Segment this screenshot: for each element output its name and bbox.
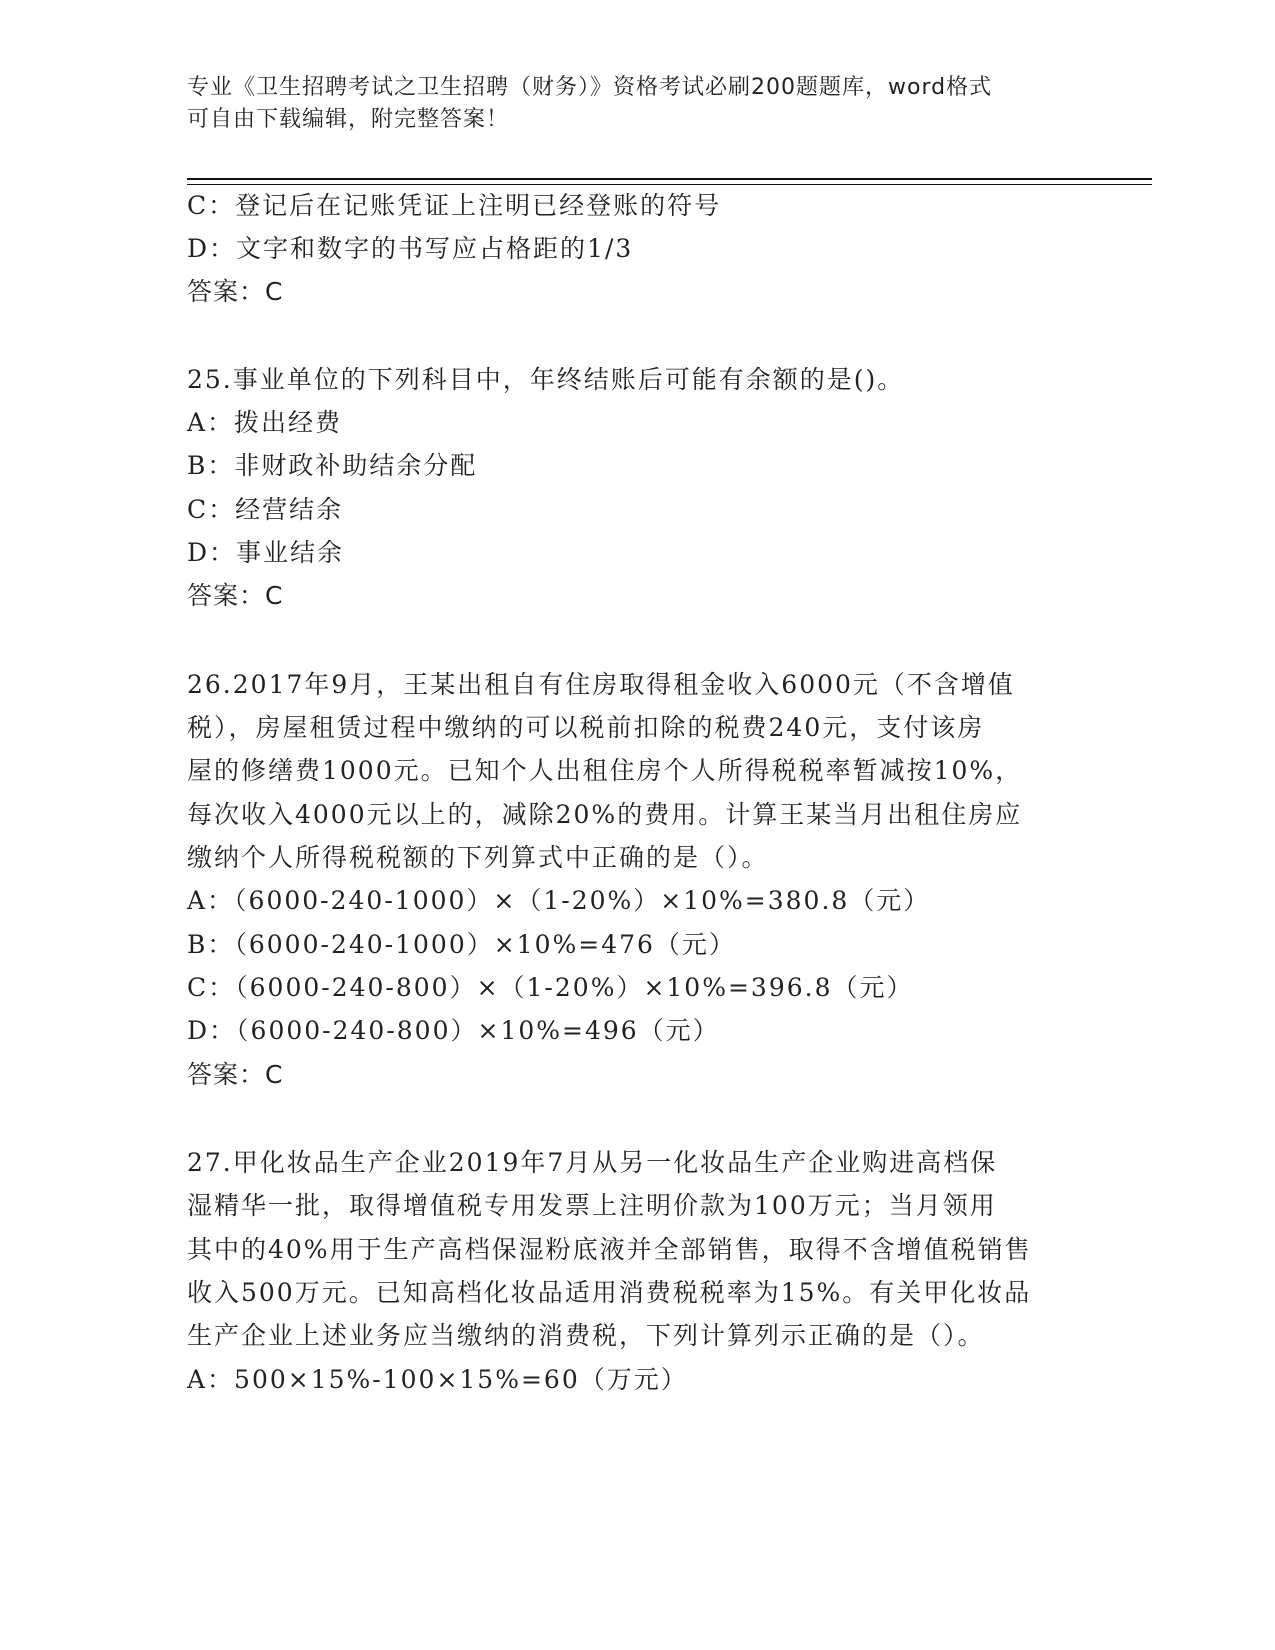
q27-stem-line-3: 其中的40%用于生产高档保湿粉底液并全部销售，取得不含增值税销售: [187, 1235, 1032, 1264]
q26-option-a: A：（6000-240-1000）×（1-20%）×10%=380.8（元）: [187, 886, 931, 915]
q26-stem-line-5: 缴纳个人所得税税额的下列算式中正确的是（）。: [187, 843, 769, 872]
q26-stem-line-4: 每次收入4000元以上的，减除20%的费用。计算王某当月出租住房应: [187, 800, 1023, 829]
q25-answer: 答案：C: [187, 581, 284, 610]
q26-option-c: C：（6000-240-800）×（1-20%）×10%=396.8（元）: [187, 973, 914, 1002]
q26-stem-line-1: 26.2017年9月，王某出租自有住房取得租金收入6000元（不含增值: [187, 670, 1015, 699]
q26-option-b: B：（6000-240-1000）×10%=476（元）: [187, 930, 736, 959]
q25-option-c: C：经营结余: [187, 495, 344, 524]
q27-stem-line-1: 27.甲化妆品生产企业2019年7月从另一化妆品生产企业购进高档保: [187, 1148, 998, 1177]
q27-stem-line-2: 湿精华一批，取得增值税专用发票上注明价款为100万元；当月领用: [187, 1191, 997, 1220]
q25-option-d: D：事业结余: [187, 538, 345, 567]
q26-stem-line-2: 税），房屋租赁过程中缴纳的可以税前扣除的税费240元，支付该房: [187, 713, 985, 742]
prev-option-d: D：文字和数字的书写应占格距的1/3: [187, 234, 634, 263]
prev-option-c: C：登记后在记账凭证上注明已经登账的符号: [187, 191, 722, 220]
q27-stem-line-5: 生产企业上述业务应当缴纳的消费税，下列计算列示正确的是（）。: [187, 1321, 985, 1350]
header-rule-thick: [187, 178, 1152, 180]
q26-answer: 答案：C: [187, 1060, 284, 1089]
header-rule-thin: [187, 184, 1152, 185]
q27-option-a: A：500×15%-100×15%=60（万元）: [187, 1365, 688, 1394]
q26-stem-line-3: 屋的修缮费1000元。已知个人出租住房个人所得税税率暂减按10%，: [187, 756, 1023, 785]
header-line-1: 专业《卫生招聘考试之卫生招聘（财务）》资格考试必刷200题题库，word格式: [187, 75, 993, 100]
header-line-2: 可自由下载编辑，附完整答案！: [187, 107, 510, 132]
q27-stem-line-4: 收入500万元。已知高档化妆品适用消费税税率为15%。有关甲化妆品: [187, 1278, 1032, 1307]
q25-stem: 25.事业单位的下列科目中，年终结账后可能有余额的是()。: [187, 365, 905, 394]
q25-option-b: B：非财政补助结余分配: [187, 451, 478, 480]
q25-option-a: A：拨出经费: [187, 408, 343, 437]
prev-answer: 答案：C: [187, 277, 284, 306]
document-header: [187, 72, 1087, 136]
q26-option-d: D：（6000-240-800）×10%=496（元）: [187, 1016, 720, 1045]
